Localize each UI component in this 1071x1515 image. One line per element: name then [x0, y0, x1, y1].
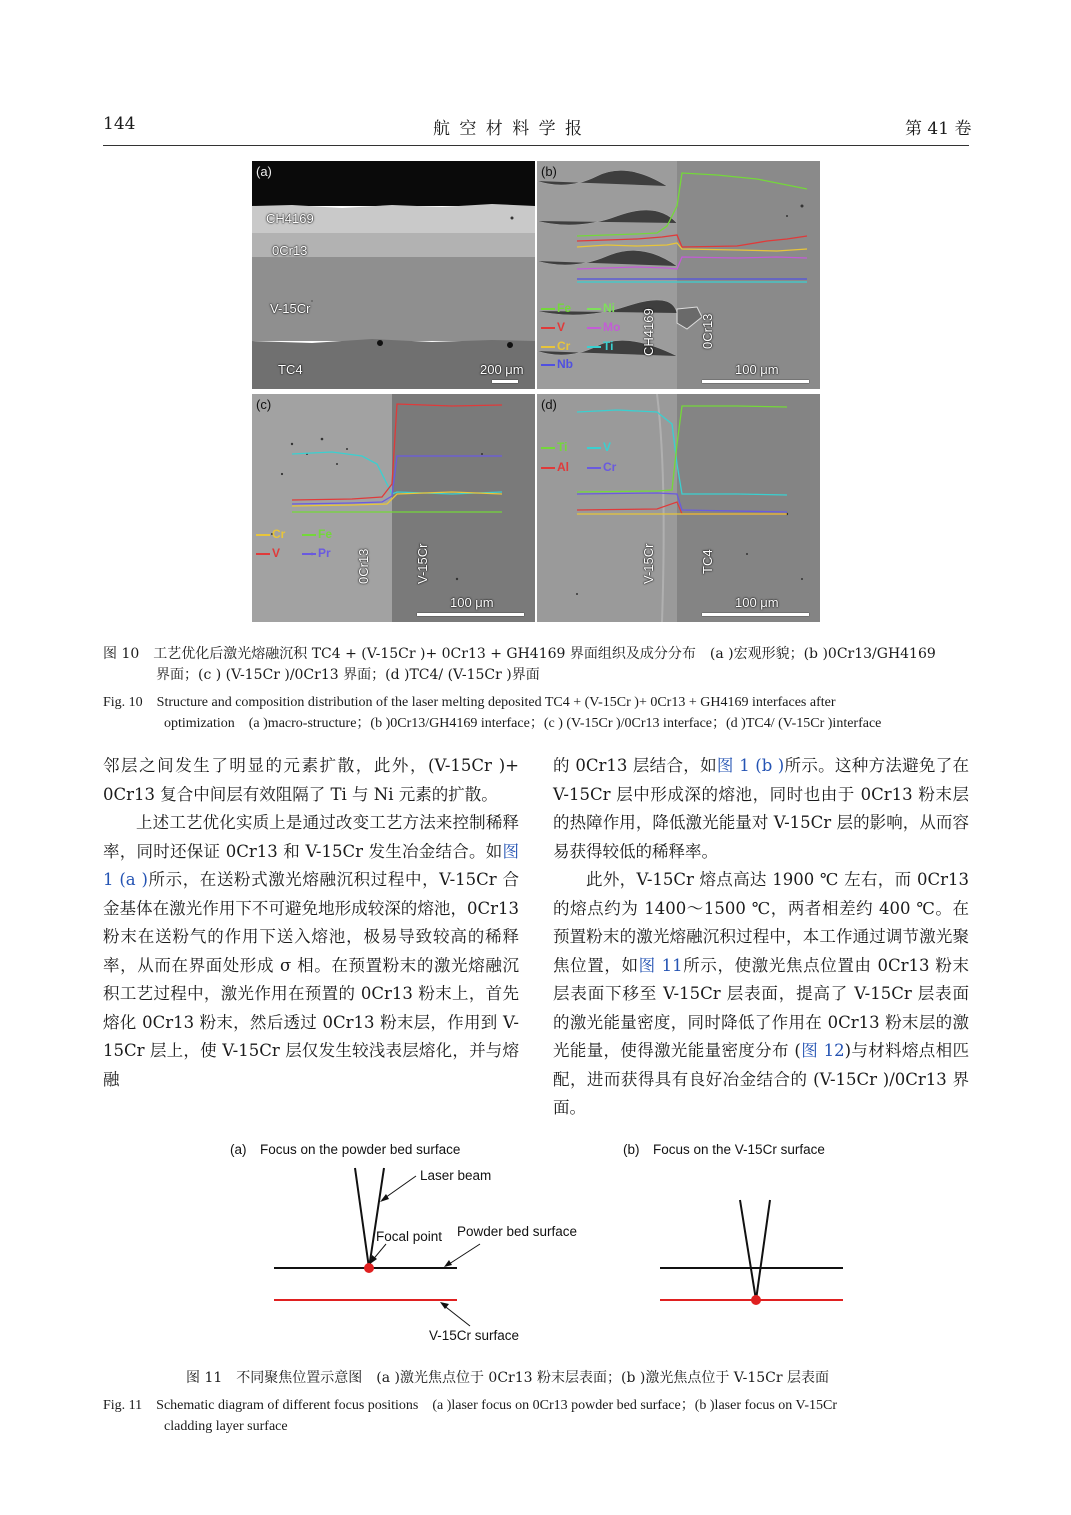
- legend-ni: Ni: [587, 301, 615, 315]
- panel-d-label: (d): [541, 397, 557, 412]
- figure-11-caption-cn: 图 11 不同聚焦位置示意图 (a )激光焦点位于 0Cr13 粉末层表面；(b )激光焦点位于 V-15Cr 层表面: [186, 1370, 830, 1386]
- journal-title: 航 空 材 料 学 报: [433, 119, 585, 139]
- figure-1b-link[interactable]: 图 1 (b ): [716, 756, 785, 775]
- panel-a-label: (a): [256, 164, 272, 179]
- legend-mo: Mo: [587, 320, 620, 334]
- legend-nb: Nb: [541, 357, 573, 371]
- right-paragraph-1: 的 0Cr13 层结合，如图 1 (b )所示。这种方法避免了在 V-15Cr 层中形成深的熔池，同时也由于 0Cr13 粉末层的热障作用，降低激光能量对 V-15Cr 层的影响，从而容易获得较低的稀释率。: [553, 756, 969, 861]
- scale-label-b: 100 μm: [735, 362, 779, 377]
- legend-pr-c: Pr: [302, 546, 331, 560]
- legend-ti-d: Ti: [541, 440, 567, 454]
- region-0cr13-c: 0Cr13: [356, 548, 371, 584]
- figure-11a-title: (a) Focus on the powder bed surface: [230, 1142, 461, 1157]
- legend-fe-c: Fe: [302, 527, 332, 541]
- figure-11b-title: (b) Focus on the V-15Cr surface: [623, 1142, 825, 1157]
- legend-v: V: [541, 320, 565, 334]
- figure-1a-link[interactable]: 图 1 (a ): [103, 841, 519, 889]
- label-powder-bed-surface: Powder bed surface: [457, 1224, 578, 1239]
- figure-12-link[interactable]: 图 12: [800, 1041, 845, 1060]
- scale-label-a: 200 μm: [480, 362, 524, 377]
- scale-label-c: 100 μm: [450, 595, 494, 610]
- page-number: 144: [103, 114, 136, 134]
- label-focal-point: Focal point: [376, 1229, 443, 1244]
- legend-v-c: V: [256, 546, 280, 560]
- legend-cr-c: Cr: [256, 527, 285, 541]
- right-paragraph-2: 此外，V-15Cr 熔点高达 1900 ℃ 左右，而 0Cr13 的熔点约为 1400～1500 ℃，两者相差约 400 ℃。在预置粉末的激光熔融沉积过程中，本工作通过调节激光聚焦位置，如图 11所示，使激光焦点位置由 0Cr13 粉末层表面下移至 V-15Cr 层表面，提高了 V-15Cr 层表面的激光能量密度，同时降低了作用在 0Cr13 粉末层的激光能量，使得激光能量密度分布 (图 12)与材料熔点相匹配，进而获得具有良好冶金结合的 (V-15Cr )/0Cr13 界面。: [553, 870, 969, 1117]
- volume-number: 第 41 卷: [905, 119, 972, 139]
- layer-tc4: TC4: [278, 362, 303, 377]
- region-ch4169: CH4169: [641, 308, 656, 356]
- legend-ti: Ti: [587, 339, 613, 353]
- left-paragraph-2: 上述工艺优化实质上是通过改变工艺方法来控制稀释率，同时还保证 0Cr13 和 V-15Cr 发生冶金结合。如图 1 (a )所示，在送粉式激光熔融沉积过程中，V-15Cr 合金基体在激光作用下不可避免地形成较深的熔池，0Cr13 粉末在送粉气的作用下送入熔池，极易导致较高的稀释率，从而在界面处形成 σ 相。在预置粉末的激光熔融沉积工艺过程中，激光作用在预置的 0Cr13 粉末上，首先熔化 0Cr13 粉末，然后透过 0Cr13 粉末层，作用到 V-15Cr 层上，使 V-15Cr 层仅发生较浅表层熔化，并与熔融: [103, 813, 520, 1089]
- region-v15cr-d: V-15Cr: [641, 543, 656, 584]
- legend-v-d: V: [587, 440, 611, 454]
- layer-ch4169: CH4169: [266, 211, 314, 226]
- legend-fe: Fe: [541, 301, 571, 315]
- region-0cr13-b: 0Cr13: [700, 313, 715, 349]
- label-v15cr-surface: V-15Cr surface: [429, 1328, 520, 1343]
- panel-b-label: (b): [541, 164, 557, 179]
- legend-cr: Cr: [541, 339, 570, 353]
- region-tc4-d: TC4: [700, 549, 715, 574]
- figure-11-link[interactable]: 图 11: [638, 955, 683, 975]
- layer-v15cr: V-15Cr: [270, 301, 311, 316]
- label-laser-beam: Laser beam: [420, 1168, 492, 1183]
- layer-0cr13: 0Cr13: [272, 243, 308, 258]
- figure-11-caption-en: Fig. 11 Schematic diagram of different focus positions (a )laser focus on 0Cr13 powder bed surface；(b )laser focus on V-15Cr cladding layer surface: [103, 1398, 838, 1434]
- legend-cr-d: Cr: [587, 460, 616, 474]
- left-paragraph-1: 邻层之间发生了明显的元素扩散，此外，(V-15Cr )+ 0Cr13 复合中间层有效阻隔了 Ti 与 Ni 元素的扩散。: [103, 756, 519, 804]
- panel-c-label: (c): [256, 397, 272, 412]
- figure-10-caption-en: Fig. 10 Structure and composition distribution of the laser melting deposited TC4 + (V-15Cr )+ 0Cr13 + GH4169 interfaces after optimization (a )macro-structure；(b )0Cr13/GH4169 interface；(c ) (V-15Cr )/0Cr13 interface；(d )TC4/ (V-15Cr )interface: [103, 695, 882, 731]
- scale-label-d: 100 μm: [735, 595, 779, 610]
- legend-al-d: Al: [541, 460, 569, 474]
- region-v15cr-c: V-15Cr: [415, 543, 430, 584]
- figure-10-caption-cn: 图 10 工艺优化后激光熔融沉积 TC4 + (V-15Cr )+ 0Cr13 + GH4169 界面组织及成分分布 (a )宏观形貌；(b )0Cr13/GH4169 界面；(c ) (V-15Cr )/0Cr13 界面；(d )TC4/ (V-15Cr )界面: [103, 646, 936, 683]
